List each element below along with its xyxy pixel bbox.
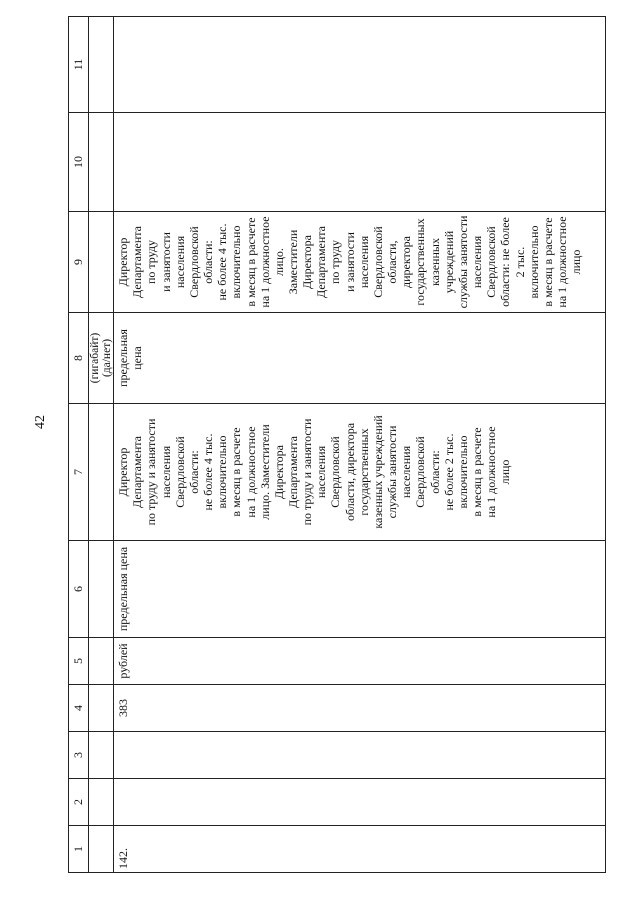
- col-number-11: 11: [69, 17, 89, 113]
- cont-cell-1: [89, 826, 114, 873]
- col-number-3: 3: [69, 732, 89, 779]
- col-number-2: 2: [69, 779, 89, 826]
- cell-col-11: [114, 17, 606, 113]
- col-number-7: 7: [69, 404, 89, 541]
- cont-cell-4: [89, 685, 114, 732]
- col-number-9: 9: [69, 212, 89, 313]
- cont-cell-6: [89, 541, 114, 638]
- page-number: 42: [33, 415, 48, 429]
- unit-note-col8: (гигабайт) (да/нет): [89, 313, 114, 404]
- cell-value-col7: Директор Департамента по труду и занятости населения Свердловской области: не более 4 тыс. включительно в месяц в расчете на 1 должностное лицо. Заместители Директора Департамента по труду и занятости населения Свердловской области, директора государственных казенных учреждений службы занятости населения Свердловской области: не более 2 тыс. включительно в месяц в расчете на 1 должностное лицо: [114, 404, 606, 541]
- cont-cell-7: [89, 404, 114, 541]
- col-number-8: 8: [69, 313, 89, 404]
- table-row: [114, 17, 606, 873]
- cont-cell-11: [89, 17, 114, 113]
- cell-col-10: [114, 113, 606, 212]
- col-number-4: 4: [69, 685, 89, 732]
- cont-cell-9: [89, 212, 114, 313]
- cell-characteristic-col8: предельная цена: [114, 313, 606, 404]
- cont-cell-5: [89, 638, 114, 685]
- cell-code: 383: [114, 685, 606, 732]
- cell-value-col9: Директор Департамента по труду и занятости населения Свердловской области: не более 4 тыс. включительно в месяц в расчете на 1 должностное лицо. Заместители Директора Департамента по труду и занятости населения Свердловской области, директора государственных казенных учреждений службы занятости населения Свердловской области: не более 2 тыс. включительно в месяц в расчете на 1 должностное лицо: [114, 212, 606, 313]
- rotated-table-area: [68, 17, 606, 873]
- cont-cell-2: [89, 779, 114, 826]
- col-number-1: 1: [69, 826, 89, 873]
- row-number: 142.: [114, 826, 606, 873]
- cell-col-3: [114, 732, 606, 779]
- table-rotation-wrapper: [68, 17, 606, 873]
- cell-col-2: [114, 779, 606, 826]
- col-number-6: 6: [69, 541, 89, 638]
- continuation-row: [89, 17, 114, 873]
- cont-cell-3: [89, 732, 114, 779]
- col-number-10: 10: [69, 113, 89, 212]
- col-number-5: 5: [69, 638, 89, 685]
- cell-characteristic: предельная цена: [114, 541, 606, 638]
- column-number-row: [69, 17, 89, 873]
- cont-cell-10: [89, 113, 114, 212]
- requirements-table: [68, 16, 606, 873]
- cell-unit: рублей: [114, 638, 606, 685]
